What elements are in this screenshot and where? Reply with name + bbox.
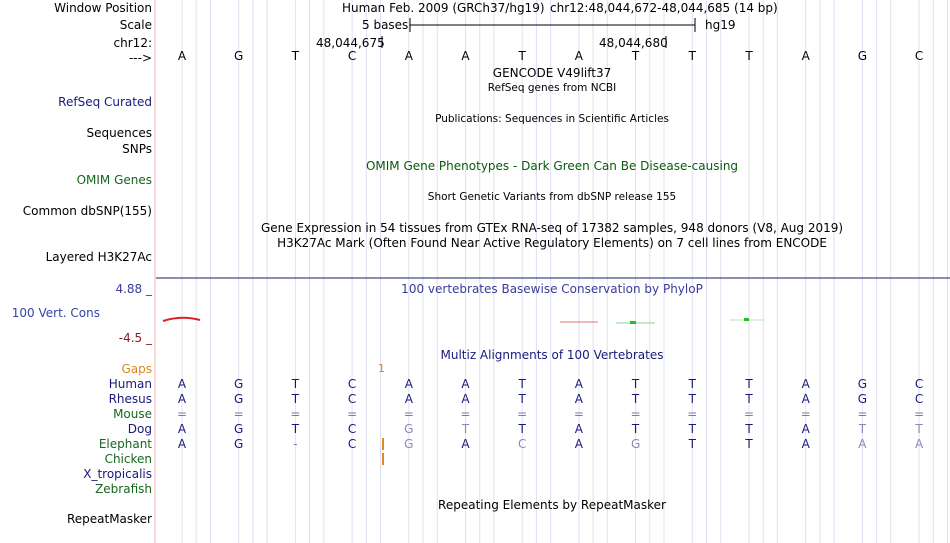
alignment-base: T xyxy=(291,392,300,406)
alignment-base: C xyxy=(347,422,357,436)
phylop-track xyxy=(0,270,950,330)
refseq-subtitle: RefSeq genes from NCBI xyxy=(487,82,617,94)
alignment-base: C xyxy=(347,377,357,391)
sequence-base: G xyxy=(857,49,868,63)
species-label-elephant[interactable]: Elephant xyxy=(98,437,152,451)
gtex-title: Gene Expression in 54 tissues from GTEx RNA-seq of 17382 samples, 948 donors (V8, Aug 2019) xyxy=(260,221,844,235)
alignment-base: T xyxy=(745,422,753,436)
sequence-base: T xyxy=(291,49,300,63)
coord-right: 48,044,680 xyxy=(599,36,668,50)
alignment-base: T xyxy=(518,392,526,406)
alignment-base: = xyxy=(347,407,358,421)
alignment-base: C xyxy=(347,437,357,451)
phylop-min-label: -4.5 _ xyxy=(118,331,152,345)
alignment-base: = xyxy=(460,407,471,421)
window-position-label: Window Position xyxy=(54,1,152,15)
sequence-base: T xyxy=(631,49,640,63)
species-label-zebrafish[interactable]: Zebrafish xyxy=(95,482,152,496)
repeat-title: Repeating Elements by RepeatMasker xyxy=(438,498,666,512)
alignment-base: C xyxy=(347,392,357,406)
alignment-base: T xyxy=(745,377,753,391)
sequence-base: C xyxy=(347,49,357,63)
alignment-base: A xyxy=(177,392,187,406)
alignment-base: A xyxy=(461,377,470,391)
alignment-base: A xyxy=(177,377,187,391)
alignment-base: A xyxy=(461,437,470,451)
alignment-base: = xyxy=(630,407,641,421)
alignment-base: A xyxy=(177,437,187,451)
phylop-negative-peak xyxy=(163,318,200,321)
alignment-base: = xyxy=(743,407,755,421)
alignment-base: T xyxy=(291,377,300,391)
alignment-base: C xyxy=(517,437,527,451)
alignment-base: G xyxy=(404,422,414,436)
alignment-base: T xyxy=(688,422,696,436)
phylop-label[interactable]: 100 Vert. Cons xyxy=(11,306,100,320)
species-label-mouse[interactable]: Mouse xyxy=(113,407,152,421)
species-label-rhesus[interactable]: Rhesus xyxy=(108,392,152,406)
alignment-base: G xyxy=(234,422,244,436)
alignment-base: - xyxy=(293,437,298,451)
alignment-base: G xyxy=(404,437,414,451)
sequence-base: A xyxy=(404,49,413,63)
insertion-marker xyxy=(382,453,384,465)
species-label-chicken[interactable]: Chicken xyxy=(104,452,152,466)
strand-label: ---> xyxy=(128,51,152,65)
alignment-base: A xyxy=(461,392,470,406)
alignment-base: A xyxy=(801,392,810,406)
alignment-base: T xyxy=(518,377,526,391)
dbsnp-label[interactable]: Common dbSNP(155) xyxy=(22,204,152,218)
sequence-base: A xyxy=(461,49,470,63)
alignment-base: A xyxy=(574,422,583,436)
scale-label: Scale xyxy=(119,18,152,32)
alignment-base: T xyxy=(688,437,696,451)
sequence-base: T xyxy=(745,49,753,63)
alignment-base: = xyxy=(233,407,244,421)
alignment-base: A xyxy=(914,437,924,451)
sequence-base: A xyxy=(801,49,810,63)
phylop-positive-bar-2 xyxy=(744,318,749,321)
snps-label[interactable]: SNPs xyxy=(122,142,152,156)
gaps-label[interactable]: Gaps xyxy=(121,362,152,376)
sequence-base: A xyxy=(177,49,187,63)
coord-left: 48,044,675 xyxy=(316,36,385,50)
alignment-base: A xyxy=(574,437,583,451)
repeatmasker-label[interactable]: RepeatMasker xyxy=(66,512,152,526)
alignment-base: G xyxy=(857,377,868,391)
alignment-base: = xyxy=(290,407,301,421)
alignment-base: G xyxy=(234,377,244,391)
phylop-title: 100 vertebrates Basewise Conservation by PhyloP xyxy=(401,282,703,296)
alignment-base: = xyxy=(914,407,925,421)
sequence-base: C xyxy=(914,49,924,63)
window-position[interactable]: chr12:48,044,672-48,044,685 (14 bp) xyxy=(550,1,778,15)
sequences-label[interactable]: Sequences xyxy=(86,126,152,140)
alignment-base: T xyxy=(631,392,640,406)
species-label-x_tropicalis[interactable]: X_tropicalis xyxy=(83,467,152,481)
publications-title: Publications: Sequences in Scientific Articles xyxy=(435,113,669,125)
chr-label: chr12: xyxy=(113,36,152,50)
alignment-base: T xyxy=(745,392,753,406)
h3k27-title: H3K27Ac Mark (Often Found Near Active Regulatory Elements) on 7 cell lines from ENCODE xyxy=(277,236,827,250)
sequence-base: G xyxy=(234,49,244,63)
alignment-base: T xyxy=(688,377,696,391)
alignment-base: T xyxy=(915,422,923,436)
sequence-base: A xyxy=(574,49,583,63)
alignment-base: G xyxy=(857,392,868,406)
alignment-base: T xyxy=(688,392,696,406)
alignment-base: = xyxy=(403,407,414,421)
db-name: hg19 xyxy=(705,18,736,32)
alignment-base: G xyxy=(630,437,641,451)
gap-marker: 1 xyxy=(378,362,385,375)
alignment-base: C xyxy=(914,392,924,406)
alignment-base: T xyxy=(631,422,640,436)
alignment-base: T xyxy=(461,422,470,436)
alignment-base: = xyxy=(573,407,584,421)
alignment-base: A xyxy=(801,377,810,391)
alignment-base: = xyxy=(800,407,811,421)
alignment-base: T xyxy=(291,422,300,436)
alignment-base: A xyxy=(177,422,187,436)
alignment-base: T xyxy=(518,422,526,436)
alignment-base: = xyxy=(176,407,188,421)
sequence-base: T xyxy=(518,49,526,63)
h3k27-label[interactable]: Layered H3K27Ac xyxy=(45,250,152,264)
omim-title: OMIM Gene Phenotypes - Dark Green Can Be Disease-causing xyxy=(365,159,739,173)
alignment-base: T xyxy=(745,437,753,451)
dbsnp-title: Short Genetic Variants from dbSNP release 155 xyxy=(427,191,677,203)
alignment-base: G xyxy=(234,437,244,451)
alignment-base: A xyxy=(574,377,583,391)
alignment-base: C xyxy=(914,377,924,391)
alignment-base: A xyxy=(858,437,867,451)
phylop-max-label: 4.88 _ xyxy=(115,282,152,296)
alignment-base: G xyxy=(234,392,244,406)
multiz-title: Multiz Alignments of 100 Vertebrates xyxy=(440,348,664,362)
assembly-name: Human Feb. 2009 (GRCh37/hg19) xyxy=(342,1,545,15)
alignment-base: A xyxy=(404,377,413,391)
alignment-base: = xyxy=(687,407,698,421)
alignment-base: = xyxy=(857,407,868,421)
insertion-marker xyxy=(382,438,384,450)
gencode-title[interactable]: GENCODE V49lift37 xyxy=(492,66,612,80)
alignment-base: = xyxy=(517,407,528,421)
alignment-base: T xyxy=(631,377,640,391)
alignment-base: A xyxy=(404,392,413,406)
omim-label[interactable]: OMIM Genes xyxy=(76,173,152,187)
alignment-base: A xyxy=(574,392,583,406)
alignment-base: A xyxy=(801,437,810,451)
phylop-positive-bar xyxy=(630,321,636,324)
alignment-base: A xyxy=(801,422,810,436)
refseq-label[interactable]: RefSeq Curated xyxy=(58,95,152,109)
species-label-human[interactable]: Human xyxy=(108,377,152,391)
species-label-dog[interactable]: Dog xyxy=(127,422,152,436)
scale-text: 5 bases xyxy=(362,18,409,32)
sequence-base: T xyxy=(688,49,696,63)
alignment-base: T xyxy=(858,422,867,436)
